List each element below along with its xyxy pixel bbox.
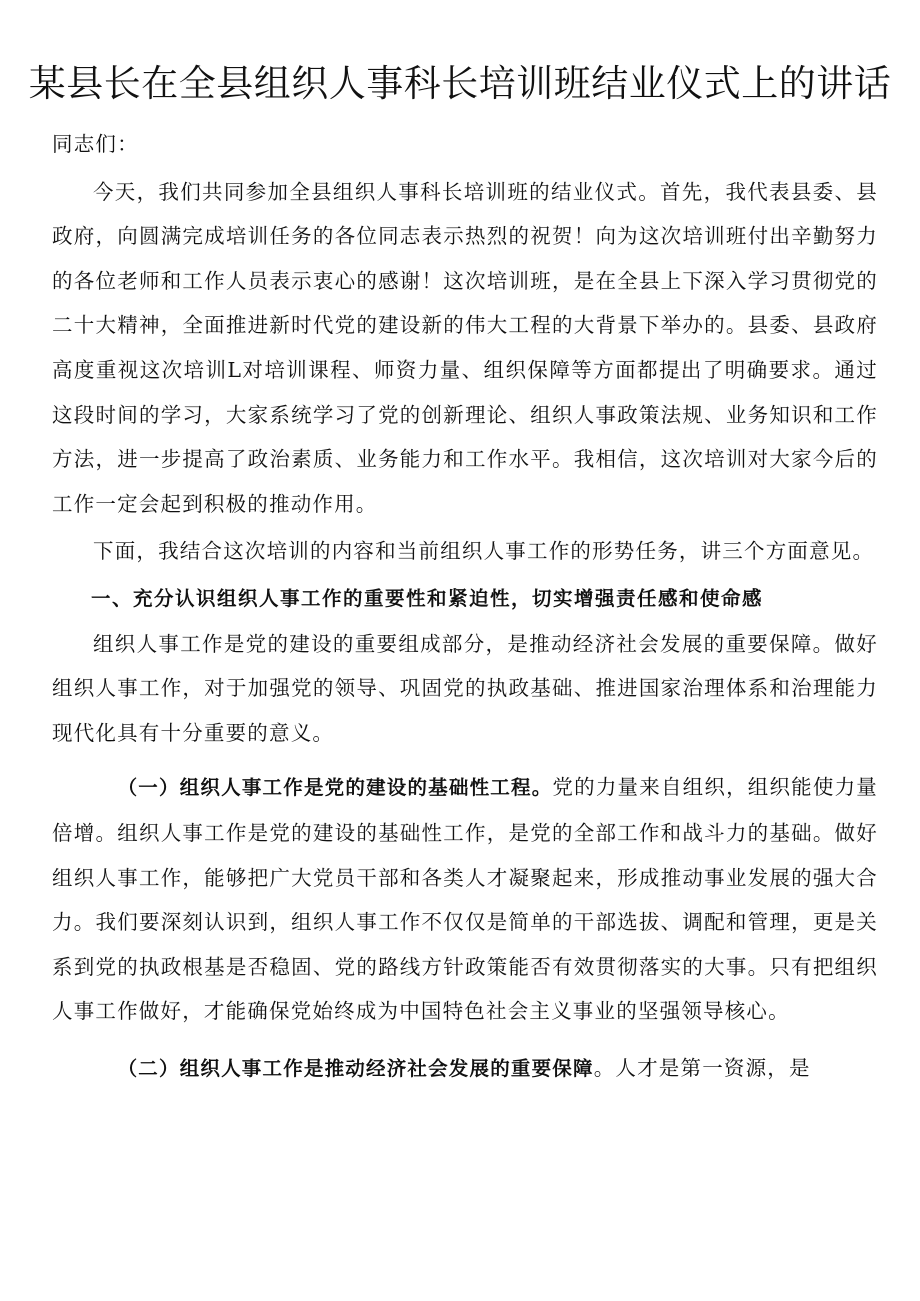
salutation: 同志们： — [52, 132, 139, 156]
paragraph-opening: 今天，我们共同参加全县组织人事科长培训班的结业仪式。首先，我代表县委、县政府，向圆满完成培训任务的各位同志表示热烈的祝贺！向为这次培训班付出辛勤努力的各位老师和工作人员表示衷心的感谢！这次培训班，是在全县上下深入学习贯彻党的二十大精神，全面推进新时代党的建设新的伟大工程的大背景下举办的。县委、县政府高度重视这次培训L对培训课程、师资力量、组织保障等方面都提出了明确要求。通过这段时间的学习，大家系统学习了党的创新理论、组织人事政策法规、业务知识和工作方法，进一步提高了政治素质、业务能力和工作水平。我相信，这次培训对大家今后的工作一定会起到积极的推动作用。 — [52, 179, 878, 516]
subsection-2 — [52, 1046, 878, 1092]
subsection-1-heading: （一）组织人事工作是党的建设的基础性工程。 — [117, 776, 553, 800]
section-heading-1: 一、充分认识组织人事工作的重要性和紧迫性，切实增强责任感和使命感 — [91, 586, 764, 610]
subsection-1-body: 党的力量来自组织，组织能使力量倍增。组织人事工作是党的建设的基础性工作，是党的全部工作和战斗力的基础。做好组织人事工作，能够把广大党员干部和各类人才凝聚起来，形成推动事业发展的强大合力。我们要深刻认识到，组织人事工作不仅仅是简单的干部选拔、调配和管理，更是关系到党的执政根基是否稳固、党的路线方针政策能否有效贯彻落实的大事。只有把组织人事工作做好，才能确保党始终成为中国特色社会主义事业的坚强领导核心。 — [52, 775, 879, 1024]
subsection-2-heading: （二）组织人事工作是推动经济社会发展的重要保障 — [117, 1056, 594, 1080]
paragraph-outline: 下面，我结合这次培训的内容和当前组织人事工作的形势任务，讲三个方面意见。 — [93, 539, 875, 564]
document-body — [52, 122, 878, 1091]
document-title: 某县长在全县组织人事科长培训班结业仪式上的讲话 — [28, 62, 892, 105]
subsection-1 — [52, 765, 878, 1034]
subsection-2-body: 。人才是第一资源，是 — [593, 1055, 811, 1080]
paragraph-section-1-intro: 组织人事工作是党的建设的重要组成部分，是推动经济社会发展的重要保障。做好组织人事工作，对于加强党的领导、巩固党的执政基础、推进国家治理体系和治理能力现代化具有十分重要的意义。 — [52, 631, 878, 745]
